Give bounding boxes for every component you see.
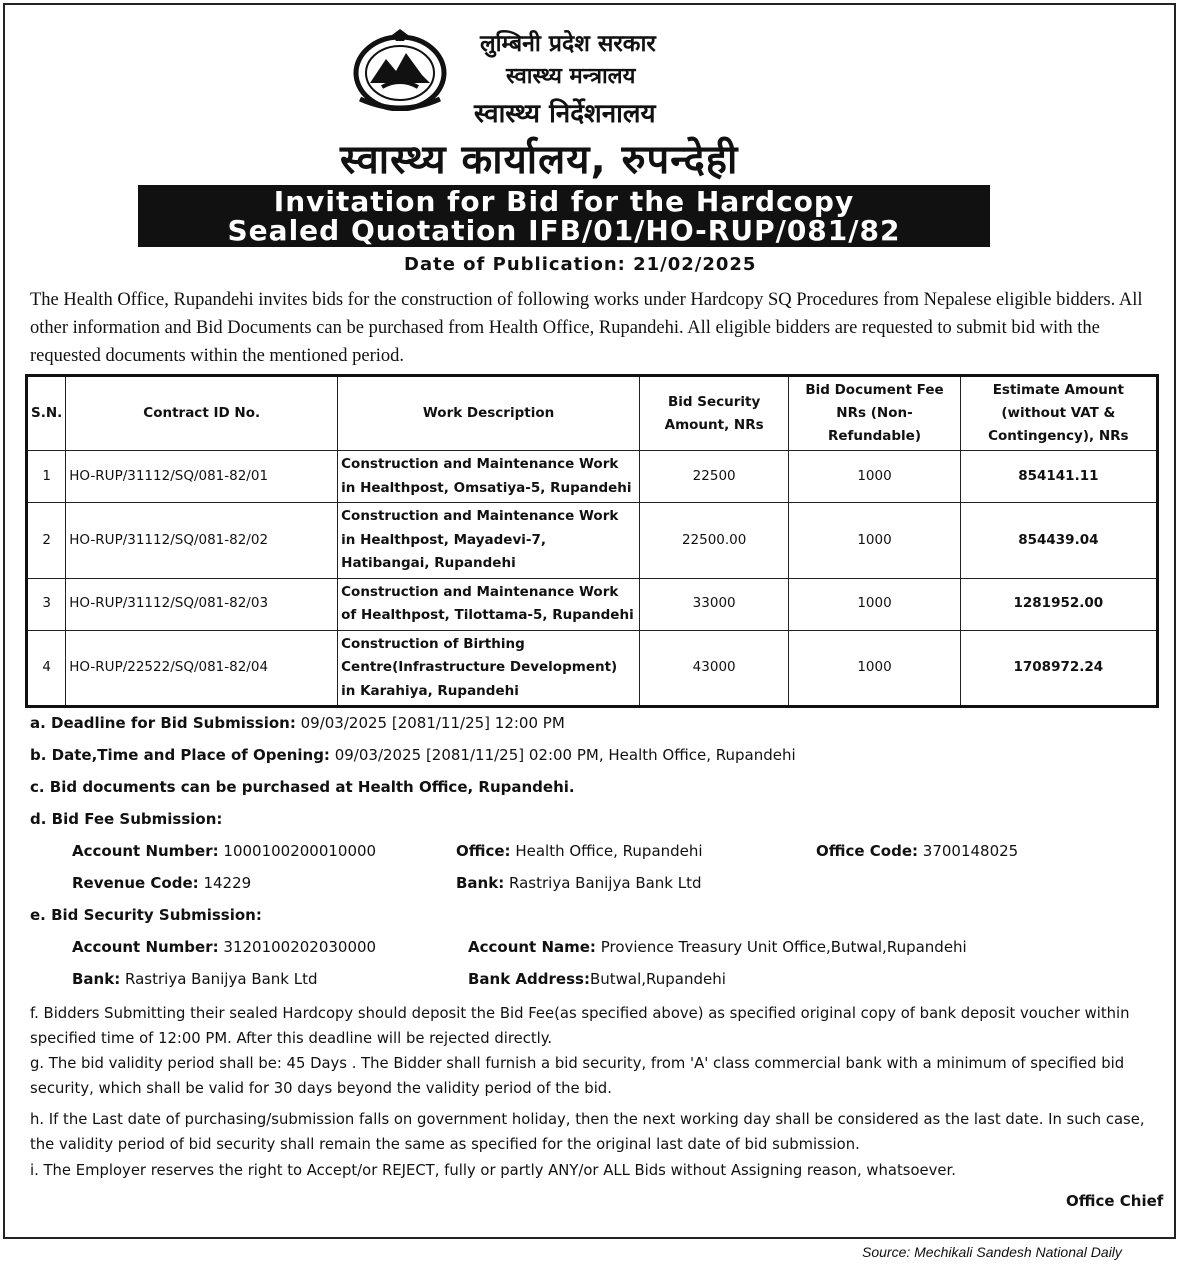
fee-office-code-label: Office Code: bbox=[816, 842, 918, 860]
table-header-row bbox=[27, 376, 1158, 451]
cell-contract: HO-RUP/22522/SQ/081-82/04 bbox=[66, 630, 338, 707]
cell-estimate: 854439.04 bbox=[960, 503, 1157, 579]
government-emblem-icon bbox=[352, 27, 448, 111]
cell-estimate: 854141.11 bbox=[960, 451, 1157, 503]
cell-sn: 1 bbox=[27, 451, 66, 503]
clause-d bbox=[30, 810, 222, 828]
security-account-number bbox=[72, 938, 376, 956]
source-credit: Source: Mechikali Sandesh National Daily bbox=[862, 1244, 1122, 1260]
security-account-name-label: Account Name: bbox=[468, 938, 596, 956]
notice-title-line1: Invitation for Bid for the Hardcopy bbox=[273, 185, 855, 218]
fee-office-code bbox=[816, 842, 1018, 860]
cell-fee: 1000 bbox=[789, 451, 960, 503]
table-row bbox=[27, 630, 1158, 707]
fee-office-code-value: 3700148025 bbox=[922, 842, 1019, 860]
note-h: h. If the Last date of purchasing/submission falls on government holiday, then the next working day shall be considered as the last date. In such case, the validity period of bid security shall remain the same as specified for the original last date of bid submission. bbox=[30, 1111, 1145, 1153]
fee-revenue-label: Revenue Code: bbox=[72, 874, 199, 892]
table-row bbox=[27, 451, 1158, 503]
cell-work: Construction of Birthing Centre(Infrastructure Development) in Karahiya, Rupandehi bbox=[338, 630, 640, 707]
cell-contract: HO-RUP/31112/SQ/081-82/02 bbox=[66, 503, 338, 579]
fee-office-value: Health Office, Rupandehi bbox=[515, 842, 703, 860]
publication-date: Date of Publication: 21/02/2025 bbox=[404, 254, 757, 275]
col-header-estimate: Estimate Amount (without VAT & Contingency), NRs bbox=[960, 376, 1157, 451]
cell-estimate: 1708972.24 bbox=[960, 630, 1157, 707]
note-f: f. Bidders Submitting their sealed Hardcopy should deposit the Bid Fee(as specified above) as specified original copy of bank deposit voucher within specified time of 12:00 PM. After this deadline will be rejected directly. bbox=[30, 1005, 1130, 1047]
directorate-name: स्वास्थ्य निर्देशनालय bbox=[474, 99, 656, 129]
col-header-work: Work Description bbox=[338, 376, 640, 451]
cell-sn: 3 bbox=[27, 578, 66, 630]
cell-estimate: 1281952.00 bbox=[960, 578, 1157, 630]
cell-security: 22500.00 bbox=[640, 503, 789, 579]
office-name: स्वास्थ्य कार्यालय, रुपन्देही bbox=[340, 137, 739, 183]
clause-b-label: b. Date,Time and Place of Opening: bbox=[30, 746, 330, 764]
security-account-label: Account Number: bbox=[72, 938, 219, 956]
security-bank-address bbox=[468, 970, 726, 988]
clause-a-label: a. Deadline for Bid Submission: bbox=[30, 714, 296, 732]
security-bank-address-value: Butwal,Rupandehi bbox=[589, 970, 726, 988]
security-bank bbox=[72, 970, 318, 988]
notice-title-line2: Sealed Quotation IFB/01/HO-RUP/081/82 bbox=[227, 214, 901, 247]
table-row bbox=[27, 503, 1158, 579]
fee-revenue-code bbox=[72, 874, 251, 892]
security-account-value: 3120100202030000 bbox=[223, 938, 377, 956]
table-row bbox=[27, 578, 1158, 630]
note-g: g. The bid validity period shall be: 45 Days . The Bidder shall furnish a bid security, from 'A' class commercial bank with a minimum of specified bid security, which shall be valid for 30 days beyond the validity period of the bid. bbox=[30, 1055, 1125, 1097]
cell-contract: HO-RUP/31112/SQ/081-82/01 bbox=[66, 451, 338, 503]
clause-c bbox=[30, 778, 575, 796]
cell-security: 43000 bbox=[640, 630, 789, 707]
intro-paragraph: The Health Office, Rupandehi invites bids for the construction of following works under Hardcopy SQ Procedures from Nepalese eligible bidders. All other information and Bid Documents can be purchased from Health Office, Rupandehi. All eligible bidders are requested to submit bid with the requested documents within the mentioned period. bbox=[30, 290, 1143, 366]
cell-work: Construction and Maintenance Work in Healthpost, Mayadevi-7, Hatibangai, Rupandehi bbox=[338, 503, 640, 579]
fee-office-label: Office: bbox=[456, 842, 511, 860]
cell-security: 22500 bbox=[640, 451, 789, 503]
cell-security: 33000 bbox=[640, 578, 789, 630]
clause-b-value: 09/03/2025 [2081/11/25] 02:00 PM, Health Office, Rupandehi bbox=[334, 746, 796, 764]
clause-a-value: 09/03/2025 [2081/11/25] 12:00 PM bbox=[300, 714, 565, 732]
bid-table bbox=[25, 374, 1159, 708]
col-header-fee: Bid Document Fee NRs (Non-Refundable) bbox=[789, 376, 960, 451]
fee-account-value: 1000100200010000 bbox=[223, 842, 377, 860]
cell-work: Construction and Maintenance Work of Healthpost, Tilottama-5, Rupandehi bbox=[338, 578, 640, 630]
cell-fee: 1000 bbox=[789, 630, 960, 707]
security-bank-value: Rastriya Banijya Bank Ltd bbox=[125, 970, 318, 988]
security-bank-label: Bank: bbox=[72, 970, 121, 988]
fee-office bbox=[456, 842, 703, 860]
security-account-name bbox=[468, 938, 967, 956]
clause-c-text: c. Bid documents can be purchased at Health Office, Rupandehi. bbox=[30, 778, 575, 796]
clause-b bbox=[30, 746, 796, 764]
security-account-name-value: Provience Treasury Unit Office,Butwal,Rupandehi bbox=[600, 938, 967, 956]
fee-bank-value: Rastriya Banijya Bank Ltd bbox=[509, 874, 702, 892]
clause-d-label: d. Bid Fee Submission: bbox=[30, 810, 223, 828]
col-header-security: Bid Security Amount, NRs bbox=[640, 376, 789, 451]
fee-bank bbox=[456, 874, 702, 892]
notice-title bbox=[138, 185, 990, 247]
security-bank-address-label: Bank Address: bbox=[468, 970, 590, 988]
fee-revenue-value: 14229 bbox=[203, 874, 252, 892]
cell-sn: 4 bbox=[27, 630, 66, 707]
col-header-sn: S.N. bbox=[27, 376, 66, 451]
ministry-name: स्वास्थ्य मन्त्रालय bbox=[506, 64, 636, 89]
clause-e bbox=[30, 906, 262, 924]
cell-work: Construction and Maintenance Work in Healthpost, Omsatiya-5, Rupandehi bbox=[338, 451, 640, 503]
cell-sn: 2 bbox=[27, 503, 66, 579]
col-header-contract: Contract ID No. bbox=[66, 376, 338, 451]
cell-contract: HO-RUP/31112/SQ/081-82/03 bbox=[66, 578, 338, 630]
cell-fee: 1000 bbox=[789, 503, 960, 579]
fee-bank-label: Bank: bbox=[456, 874, 505, 892]
signature-office-chief: Office Chief bbox=[1066, 1192, 1164, 1210]
cell-fee: 1000 bbox=[789, 578, 960, 630]
note-i: i. The Employer reserves the right to Accept/or REJECT, fully or partly ANY/or ALL Bids without Assigning reason, whatsoever. bbox=[30, 1162, 956, 1179]
fee-account-label: Account Number: bbox=[72, 842, 219, 860]
province-name: लुम्बिनी प्रदेश सरकार bbox=[480, 31, 656, 57]
clause-a bbox=[30, 714, 565, 732]
clause-e-label: e. Bid Security Submission: bbox=[30, 906, 262, 924]
fee-account-number bbox=[72, 842, 376, 860]
